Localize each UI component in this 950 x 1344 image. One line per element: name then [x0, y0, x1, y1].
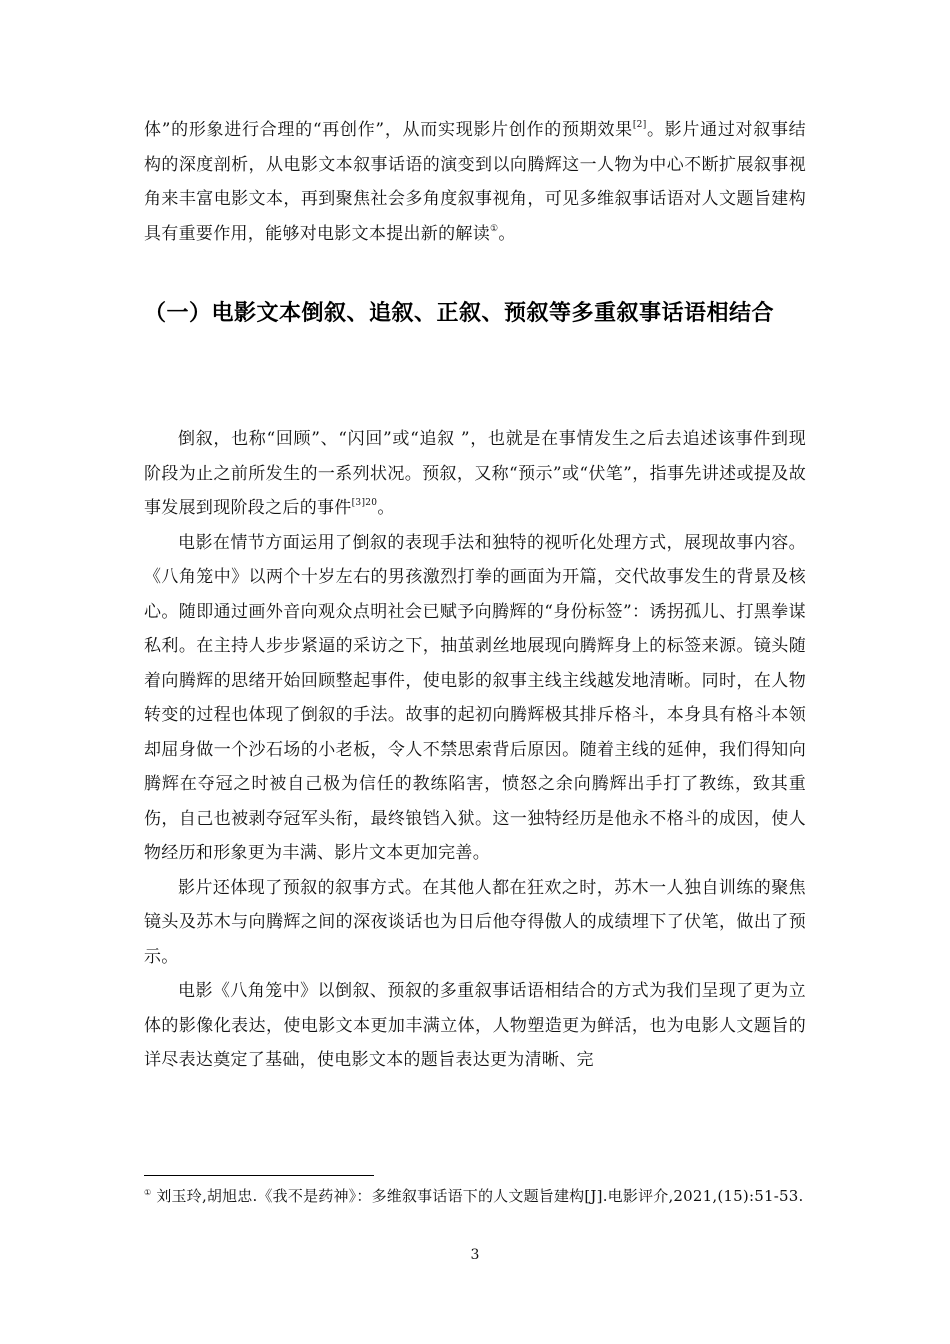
citation-3[interactable]: [3]20: [351, 498, 378, 508]
paragraph-summary: 电影《八角笼中》以倒叙、预叙的多重叙事话语相结合的方式为我们呈现了更为立体的影像化表达，使电影文本更加丰满立体，人物塑造更为鲜活，也为电影人文题旨的详尽表达奠定了基础，使电影文本的题旨表达更为清晰、完: [144, 981, 806, 1070]
footnote-text: 刘玉玲,胡旭忠.《我不是药神》：多维叙事话语下的人文题旨建构[J].电影评介,2021,(15):51-53.: [151, 1187, 804, 1205]
footnote-divider: [144, 1175, 374, 1176]
intro-text: 体”的形象进行合理的“再创作”，从而实现影片创作的预期效果: [144, 120, 633, 140]
footnote-marker: ①: [144, 1188, 152, 1197]
page-number: 3: [470, 1247, 480, 1263]
paragraph-foreshadowing: 影片还体现了预叙的叙事方式。在其他人都在狂欢之时，苏木一人独自训练的聚焦镜头及苏木与向腾辉之间的深夜谈话也为日后他夺得傲人的成绩埋下了伏笔，做出了预示。: [144, 877, 806, 967]
paragraph-definition: [144, 422, 806, 526]
intro-text-continued: 。影片通过对叙事结构的深度剖析，从电影文本叙事话语的演变到以向腾辉这一人物为中心不断扩展叙事视角来丰富电影文本，再到聚焦社会多角度叙事视角，可见多维叙事话语对人文题旨建构具有重要作用，能够对电影文本提出新的解读: [144, 120, 806, 244]
paragraph-definition-text: 倒叙，也称“回顾”、“闪回”或“追叙 ”，也就是在事情发生之后去追述该事件到现阶段为止之前所发生的一系列状况。预叙，又称“预示”或“伏笔”，指事先讲述或提及故事发展到现阶段之后的事件: [144, 429, 806, 518]
intro-period: 。: [498, 223, 516, 244]
paragraph-flashback: 电影在情节方面运用了倒叙的表现手法和独特的视听化处理方式，展现故事内容。《八角笼中》以两个十岁左右的男孩激烈打拳的画面为开篇，交代故事发生的背景及核心。随即通过画外音向观众点明社会已赋予向腾辉的“身份标签”：诱拐孤儿、打黑拳谋私利。在主持人步步紧逼的采访之下，抽茧剥丝地展现向腾辉身上的标签来源。镜头随着向腾辉的思绪开始回顾整起事件，使电影的叙事主线主线越发地清晰。同时，在人物转变的过程也体现了倒叙的手法。故事的起初向腾辉极其排斥格斗，本身具有格斗本领却屈身做一个沙石场的小老板，令人不禁思索背后原因。随着主线的延伸，我们得知向腾辉在夺冠之时被自己极为信任的教练陷害，愤怒之余向腾辉出手打了教练，致其重伤，自己也被剥夺冠军头衔，最终锒铛入狱。这一独特经历是他永不格斗的成因，使人物经历和形象更为丰满、影片文本更加完善。: [144, 532, 806, 863]
paragraph-definition-period: 。: [377, 498, 395, 518]
section-body: [144, 422, 806, 1078]
intro-paragraph: [144, 113, 806, 251]
section-heading: （一）电影文本倒叙、追叙、正叙、预叙等多重叙事话语相结合: [144, 301, 775, 326]
footnote: [144, 1184, 806, 1209]
footnote-reference[interactable]: ①: [490, 223, 499, 234]
citation-2[interactable]: [2]: [632, 120, 647, 130]
